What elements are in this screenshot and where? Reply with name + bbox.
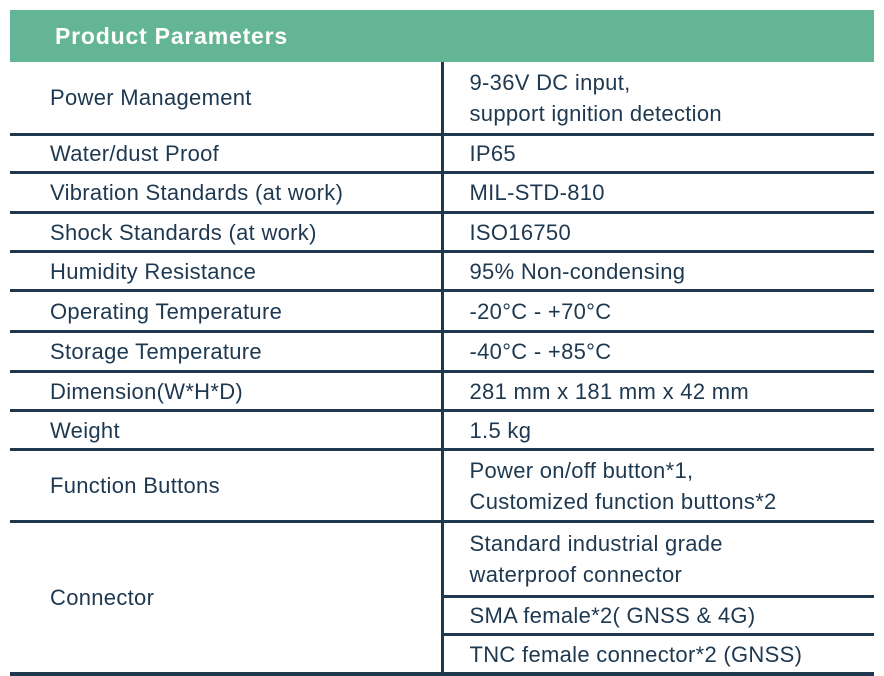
param-label-vibration-standards (10, 173, 442, 213)
table-row (10, 291, 874, 332)
param-value-line: support ignition detection (469, 100, 722, 126)
param-value-storage-temperature (442, 332, 874, 372)
param-label-shock-standards (10, 213, 442, 252)
param-value-connector-1 (442, 522, 874, 597)
param-label-operating-temperature (10, 291, 442, 332)
param-value-line: 9-36V DC input, (469, 69, 631, 95)
param-value-line: 281 mm x 181 mm x 42 mm (469, 378, 750, 404)
param-value-connector-2 (442, 597, 874, 635)
param-value-line: TNC female connector*2 (GNSS) (469, 641, 803, 667)
param-label-water-dust-proof (10, 135, 442, 173)
param-label-text: Operating Temperature (50, 298, 283, 324)
param-value-line: MIL-STD-810 (469, 180, 605, 205)
param-value-line: 1.5 kg (469, 417, 532, 443)
table-row (10, 332, 874, 372)
param-label-text: Humidity Resistance (50, 258, 257, 284)
param-value-line: Power on/off button*1, (469, 457, 694, 483)
table-row (10, 213, 874, 252)
param-label-function-buttons (10, 450, 442, 522)
param-value-connector-3 (442, 635, 874, 675)
param-label-text: Shock Standards (at work) (50, 219, 317, 245)
table-row (10, 372, 874, 411)
param-value-operating-temperature (442, 291, 874, 332)
param-label-humidity-resistance (10, 252, 442, 291)
param-value-line: IP65 (469, 141, 516, 166)
param-value-line: waterproof connector (469, 562, 683, 587)
param-value-line: -20°C - +70°C (469, 298, 612, 324)
param-label-storage-temperature (10, 332, 442, 372)
param-label-power-management (10, 62, 442, 135)
table-row (10, 522, 874, 597)
param-value-dimension (442, 372, 874, 411)
param-label-text: Power Management (50, 85, 252, 110)
param-label-text: Storage Temperature (50, 339, 262, 364)
param-label-dimension (10, 372, 442, 411)
table-title: Product Parameters (55, 22, 288, 49)
param-value-vibration-standards (442, 173, 874, 213)
table-row (10, 450, 874, 522)
param-value-line: SMA female*2( GNSS & 4G) (469, 603, 756, 628)
param-value-line: Customized function buttons*2 (469, 488, 777, 514)
param-value-power-management (442, 62, 874, 135)
param-label-connector (10, 522, 442, 675)
param-label-text: Vibration Standards (at work) (50, 180, 344, 205)
param-value-shock-standards (442, 213, 874, 252)
param-label-text: Dimension(W*H*D) (50, 378, 244, 404)
param-value-line: -40°C - +85°C (469, 339, 612, 364)
table-row (10, 173, 874, 213)
param-value-weight (442, 411, 874, 450)
table-header-row (10, 10, 874, 62)
param-value-function-buttons (442, 450, 874, 522)
param-label-text: Connector (50, 585, 155, 610)
param-value-water-dust-proof (442, 135, 874, 173)
table-row (10, 135, 874, 173)
table-row (10, 252, 874, 291)
table-title-cell (10, 10, 874, 62)
product-parameters-table (10, 10, 874, 676)
param-label-text: Function Buttons (50, 473, 220, 498)
param-label-text: Weight (50, 417, 120, 443)
param-value-line: Standard industrial grade (469, 531, 723, 556)
param-value-line: ISO16750 (469, 219, 571, 245)
param-value-line: 95% Non-condensing (469, 258, 686, 284)
param-label-weight (10, 411, 442, 450)
table-row (10, 62, 874, 135)
table-row (10, 411, 874, 450)
param-label-text: Water/dust Proof (50, 141, 220, 166)
param-value-humidity-resistance (442, 252, 874, 291)
